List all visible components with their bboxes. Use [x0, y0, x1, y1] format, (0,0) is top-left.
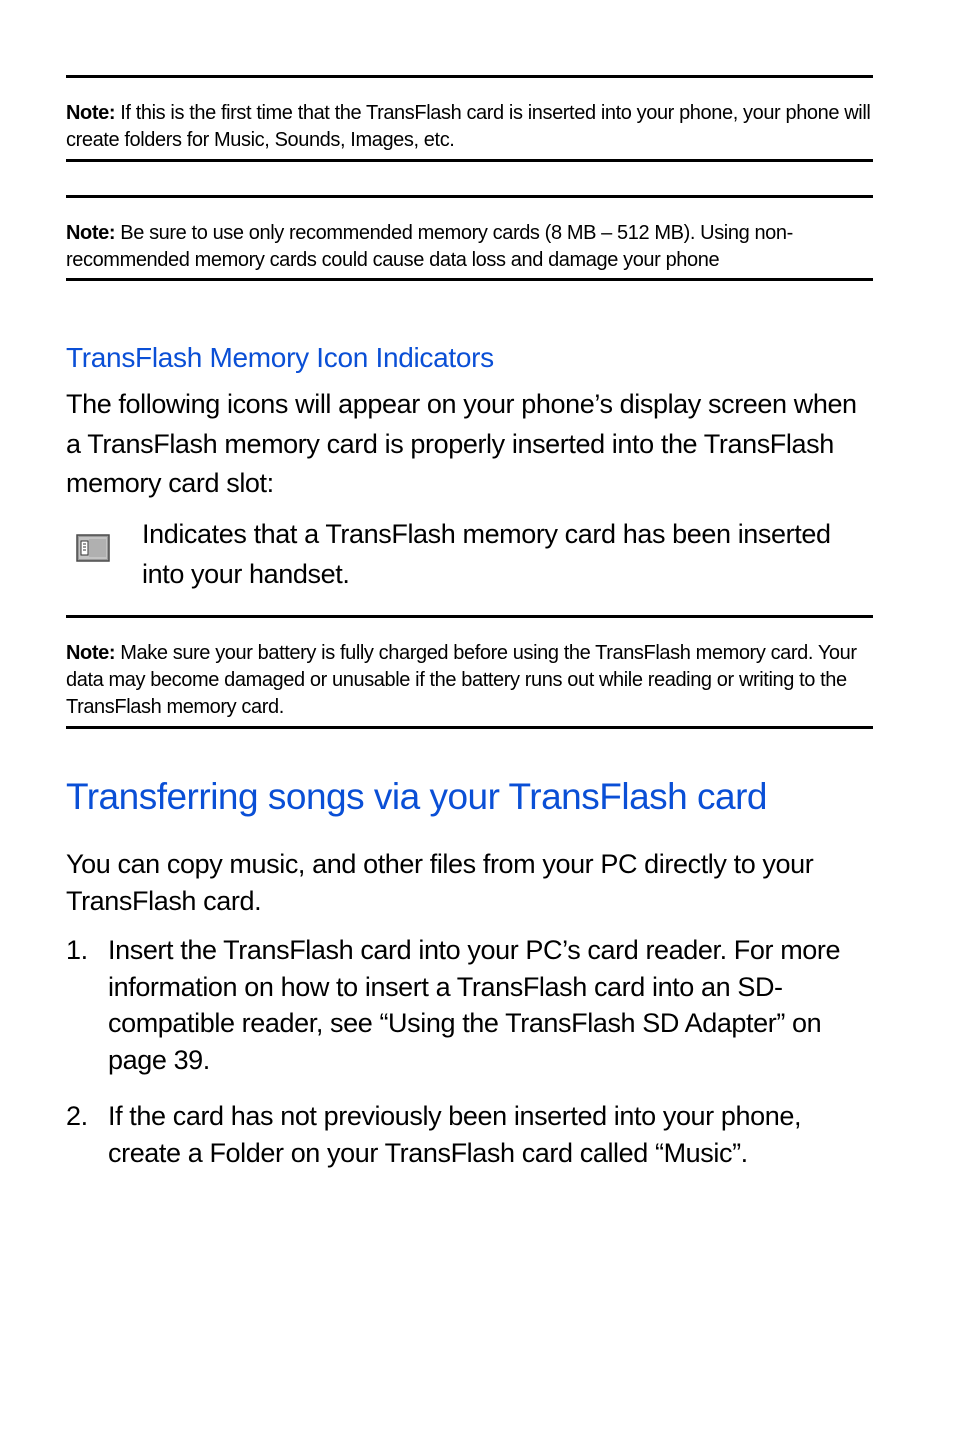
section-intro-icon-indicators: The following icons will appear on your phone’s display screen when a TransFlash memory card is properly inserted into the TransFlash memory card slot: — [66, 389, 857, 498]
section-intro-transferring-songs: You can copy music, and other files from your PC directly to your TransFlash card. — [66, 849, 814, 916]
icon-description: Indicates that a TransFlash memory card has been inserted into your handset. — [142, 519, 831, 589]
note-label: Note: — [66, 102, 116, 124]
note-label: Note: — [66, 222, 116, 244]
section-heading-icon-indicators: TransFlash Memory Icon Indicators — [66, 342, 494, 373]
note-text: Make sure your battery is fully charged before using the TransFlash memory card. Your data may become damaged or unusable if the battery runs out while reading or writing to the TransFlash memory card. — [66, 642, 857, 718]
note-battery — [66, 640, 873, 721]
memory-card-icon — [76, 533, 110, 563]
section-heading-transferring-songs: Transferring songs via your TransFlash card — [66, 776, 767, 817]
note-text: Be sure to use only recommended memory cards (8 MB – 512 MB). Using non-recommended memory cards could cause data loss and damage your phone — [66, 222, 793, 271]
list-item-number: 1. — [66, 935, 88, 965]
note-label: Note: — [66, 642, 116, 664]
note-first-time — [66, 100, 873, 154]
note-text: If this is the first time that the TransFlash card is inserted into your phone, your phone will create folders for Music, Sounds, Images, etc. — [66, 102, 871, 151]
list-item-text: Insert the TransFlash card into your PC’s card reader. For more information on how to insert a TransFlash card into an SD-compatible reader, see “Using the TransFlash SD Adapter” on page 39. — [108, 935, 841, 1075]
list-item-number: 2. — [66, 1101, 88, 1131]
list-item-text: If the card has not previously been inserted into your phone, create a Folder on your TransFlash card called “Music”. — [108, 1101, 802, 1168]
note-memory-cards — [66, 220, 873, 274]
